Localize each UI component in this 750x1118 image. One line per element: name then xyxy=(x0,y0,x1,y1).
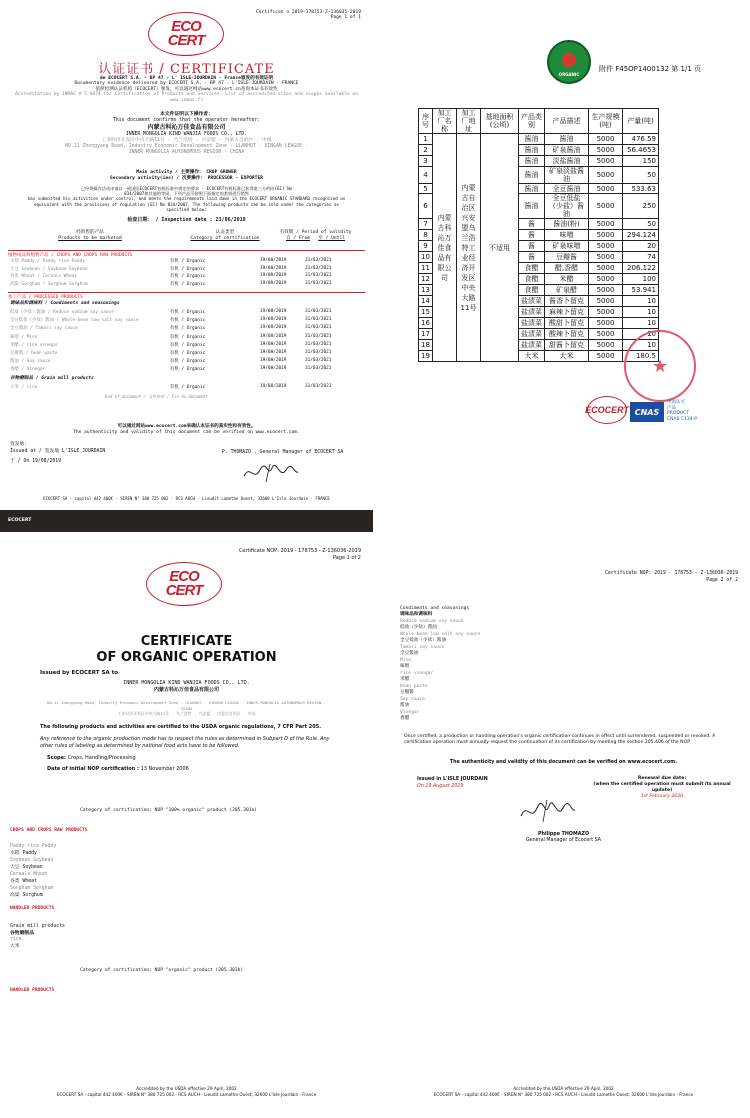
valid-until: 31/03/2021 xyxy=(305,384,332,389)
nop-reference: Certificate NOP: 2019 - 178753 - Z-136036-2019 Page 1 of 2 xyxy=(238,548,361,561)
category: 有机 / Organic xyxy=(170,359,206,365)
ecocert-logo: ECO CERT xyxy=(146,562,222,606)
product-name: 味噌 / Miso xyxy=(10,334,38,340)
table-row xyxy=(10,309,363,315)
row-number: 12 xyxy=(419,274,433,285)
item-name-cn: 香醋 xyxy=(400,716,410,721)
capacity: 5000 xyxy=(589,194,623,219)
condiment-item xyxy=(400,684,480,696)
description: 全豆酱油 xyxy=(545,184,589,194)
description: 矿泉淡盐酱油 xyxy=(545,167,589,184)
ecocert-small-logo: ECOCERT xyxy=(587,396,627,424)
row-number: 6 xyxy=(419,194,433,219)
output: 53.941 xyxy=(623,285,659,296)
crop-name-en: Sorghum Sorghum xyxy=(10,886,54,891)
output: 74 xyxy=(623,252,659,263)
item-name-en: bean paste xyxy=(400,684,428,689)
row-number: 13 xyxy=(419,285,433,296)
capacity: 5000 xyxy=(589,167,623,184)
valid-until: 31/03/2021 xyxy=(305,325,332,331)
category: 盐渍菜 xyxy=(519,329,545,340)
valid-until: 31/03/2021 xyxy=(305,366,332,372)
item-name-cn: 味噌 xyxy=(400,664,410,669)
condiments-heading: 调味品和调味料 / Condiments and seasonings xyxy=(10,301,120,306)
row-number: 1 xyxy=(419,134,433,145)
valid-from: 19/08/2019 xyxy=(260,384,287,389)
item-name-cn: 米醋 xyxy=(400,677,410,682)
category: 食醋 xyxy=(519,285,545,296)
category: 盐渍菜 xyxy=(519,340,545,351)
product-name: 低盐（少盐）酱油 / Reduce sodium soy sauce xyxy=(10,310,114,315)
valid-until: 31/03/2021 xyxy=(305,280,332,286)
product-name: 大米 / rice xyxy=(10,385,38,390)
category: 酱 xyxy=(519,252,545,263)
crop-item xyxy=(10,844,56,857)
factory-name: 内蒙古科沁万佳食品有限公司 xyxy=(433,134,457,362)
capacity: 5000 xyxy=(589,351,623,362)
capacity: 5000 xyxy=(589,145,623,156)
item-name-cn: 调味品和调味料 xyxy=(400,612,433,617)
description: 麻辣卜留克 xyxy=(545,307,589,318)
valid-until: 31/03/2021 xyxy=(305,265,332,271)
product-name: 米醋 / rice vinegar xyxy=(10,342,59,348)
column-header: 基地面积(公顷) xyxy=(481,109,519,134)
category: 有机 / Organic xyxy=(170,310,206,315)
category: 有机 / Organic xyxy=(170,342,206,348)
capacity: 5000 xyxy=(589,296,623,307)
operator-block: 本文件证明以下操作者： This document confirms that the operator hereafter: 内蒙古科沁万佳食品有限公司 INNER MONGOLIA KIND WANJIA FOODS CO., LTD. 工业经济开发区中央大路11号 - 乌兰浩特 - 兴安盟 - 内蒙古自治区 - 中国 NO.11 Zhongyang Road, Industry Economic Development Zone - ULANHOT - XINGAN LEAGUE - INNER MONGOLIA AUTONOMOUS REGION - CHINA xyxy=(65,112,308,155)
row-number: 19 xyxy=(419,351,433,362)
table-row xyxy=(10,384,363,390)
description: 米醋 xyxy=(545,274,589,285)
crop-name-cn: 高粱 Sorghum xyxy=(10,892,43,898)
output: 294.124 xyxy=(623,230,659,241)
condiments-list xyxy=(400,606,480,723)
capacity: 5000 xyxy=(589,329,623,340)
output: 50 xyxy=(623,219,659,230)
category: 有机 / Organic xyxy=(170,326,206,332)
item-name-en: Miso xyxy=(400,658,412,663)
initial-nop-date: Date of initial NOP certification : 13 November 2006 xyxy=(47,766,189,772)
condiment-item xyxy=(400,697,480,709)
row-number: 17 xyxy=(419,329,433,340)
capacity: 5000 xyxy=(589,340,623,351)
column-header: 序号 xyxy=(419,109,433,134)
item-name-en: rice vinegar xyxy=(400,671,434,676)
annex-page xyxy=(377,0,750,538)
nop-company: INNER MONGOLIA KIND WANJIA FOODS CO., LTD. 内蒙古科沁万佳食品有限公司 xyxy=(123,680,250,693)
product-name: 谷类 Wheat / Cereals Wheat xyxy=(10,274,77,279)
category: 酱油 xyxy=(519,194,545,219)
footer-band xyxy=(0,510,373,532)
section-processed: 加工产品 / PROCESSED PRODUCTS xyxy=(8,292,365,300)
table-row xyxy=(10,258,363,264)
continuation-notice: Once certified, a production or handling operation's organic certification continues in effect until surrendered, suspended or revoked. A certification operation must annually request the continuation of its certification by meeting the section 205.406 of the NOP. xyxy=(404,734,716,745)
signature-image xyxy=(517,796,577,826)
description: 全豆低盐（少盐）酱油 xyxy=(545,194,589,219)
row-number: 9 xyxy=(419,241,433,252)
grain-items: Grain mill products 谷物磨制品 rice 大米 xyxy=(10,924,65,949)
category: 酱 xyxy=(519,219,545,230)
issued-by: Issued by ECOCERT SA to xyxy=(40,670,118,676)
valid-from: 19/08/2019 xyxy=(260,341,287,347)
item-name-en: Soy sauce xyxy=(400,697,425,702)
category: 有机 / Organic xyxy=(170,385,206,390)
capacity: 5000 xyxy=(589,252,623,263)
description: 酱香卜留克 xyxy=(545,296,589,307)
row-number: 5 xyxy=(419,184,433,194)
condiment-item xyxy=(400,606,480,618)
crop-item xyxy=(10,872,48,885)
factory-address: 内蒙古自治区兴安盟乌兰浩特工业经济开发区中央大路11号 xyxy=(457,134,481,362)
product-name: 高粱 Sorghum / Sorghum Sorghum xyxy=(10,281,88,287)
crop-name-cn: 水稻 Paddy xyxy=(10,850,37,856)
valid-from: 19/08/2019 xyxy=(260,366,287,372)
category: 有机 / Organic xyxy=(170,367,206,373)
output: 56.4653 xyxy=(623,145,659,156)
table-row xyxy=(10,350,363,356)
valid-until: 31/03/2021 xyxy=(305,350,332,355)
nop-reference-2: Certificate NOP: 2019 - 178753 - Z-136036-2019 Page 2 of 2 xyxy=(605,571,738,583)
table-row xyxy=(10,317,363,323)
category: 酱 xyxy=(519,241,545,252)
table-row xyxy=(10,334,363,340)
description: 甜酱卜留克 xyxy=(545,340,589,351)
column-header: 产量(吨) xyxy=(623,109,659,134)
nop-title: CERTIFICATE OF ORGANIC OPERATION xyxy=(96,634,277,665)
activity-block: Main activity / 主要操作： CROP GROWER Secondary activity(ies) / 次要操作： PROCESSOR - EXPORTER xyxy=(110,170,263,181)
crop-name-en: Soybean Soybean xyxy=(10,858,54,863)
row-number: 4 xyxy=(419,167,433,184)
output: 50 xyxy=(623,167,659,184)
output: 180.5 xyxy=(623,351,659,362)
row-number: 8 xyxy=(419,230,433,241)
usda-statement: The following products and activities are certified to the USDA organic regulations, 7 CFR Part 205. xyxy=(40,724,322,730)
product-name: 全豆酱油 / Tamari soy sauce xyxy=(10,326,78,332)
output: 150 xyxy=(623,156,659,167)
condiment-item xyxy=(400,710,480,722)
item-name-cn: 酱油 xyxy=(400,703,410,708)
item-name-en: Reduce sodium soy sauce xyxy=(400,619,464,624)
item-name-cn: 全豆酱油 xyxy=(400,651,419,656)
valid-until: 31/03/2021 xyxy=(305,317,332,323)
category: 有机 / Organic xyxy=(170,334,206,340)
row-number: 3 xyxy=(419,156,433,167)
inspection-date: 检查日期： / Inspection date : 23/06/2019 xyxy=(127,217,246,223)
item-name-en: Tamari soy sauce xyxy=(400,645,445,650)
valid-until: 31/03/2021 xyxy=(305,309,332,314)
valid-from: 19/08/2019 xyxy=(260,333,287,339)
output: 10 xyxy=(623,307,659,318)
condiment-item xyxy=(400,658,480,670)
table-row xyxy=(10,281,363,287)
description: 醋,香醋 xyxy=(545,263,589,274)
signature-image xyxy=(240,460,300,484)
category: 有机 / Organic xyxy=(170,351,206,356)
valid-until: 31/03/2021 xyxy=(305,273,332,278)
issued-block-2: Issued in L'ISLE JOURDAIN On 19 August 2019 xyxy=(417,777,488,789)
nop-certificate-page-1 xyxy=(0,540,373,1118)
output: 10 xyxy=(623,340,659,351)
row-number: 15 xyxy=(419,307,433,318)
verify-statement: The authenticity and validity of this document can be verified on www.ecocert.com. xyxy=(449,760,678,765)
item-name-cn: 全豆低盐（少盐）酱油 xyxy=(400,638,446,643)
category: 酱油 xyxy=(519,167,545,184)
row-number: 16 xyxy=(419,318,433,329)
base-area: 不适用 xyxy=(481,134,519,362)
section-handled-1: HANDLED PRODUCTS xyxy=(10,906,55,911)
footer-brand: ECOCERT xyxy=(8,518,32,523)
description: 豆瓣酱 xyxy=(545,252,589,263)
valid-from: 19/08/2019 xyxy=(260,317,287,323)
issued-block: 签发地： Issued at / 签发地 L'ISLE JOURDAIN 于 / On 19/08/2019 xyxy=(10,442,106,464)
product-name: 大豆 Soybean / Soybean Soybean xyxy=(10,266,88,272)
category-1: Category of certification: NOP "100% organic" product (205.301a) xyxy=(80,808,258,813)
row-number: 18 xyxy=(419,340,433,351)
table-row xyxy=(10,358,363,364)
statement-block: 已经将操作活动申请以一致国际ECOCERT有机标准中规定的要求 - ECOCERT有机标准已获得第三方的同(EC) No 834/2007和其他的等同，下列产品可按照下面指定的类别进行销售 has submitted his activities under control, and meets the requirements laid down in the ECOCERT ORGANIC STANDARD recognized as equivalent with the provisions of regulation (EC) No 834/2007. The following products can be sold under the categories as specified below: xyxy=(27,186,346,212)
valid-from: 19/08/2019 xyxy=(260,258,287,263)
category: 有机 / Organic xyxy=(170,259,206,264)
product-name: 香醋 / Vinegar xyxy=(10,367,46,373)
table-row xyxy=(10,342,363,348)
item-name-cn: 豆瓣酱 xyxy=(400,690,414,695)
crop-name-en: Cereals Wheat xyxy=(10,872,48,877)
capacity: 5000 xyxy=(589,184,623,194)
category: 酱油 xyxy=(519,184,545,194)
capacity: 5000 xyxy=(589,156,623,167)
cert-reference: Certificat n 2019-178753-Z-136035-2019 Page 1 of 1 xyxy=(255,10,361,20)
description: 酸辣卜留克 xyxy=(545,329,589,340)
output: 533.63 xyxy=(623,184,659,194)
row-number: 14 xyxy=(419,296,433,307)
capacity: 5000 xyxy=(589,285,623,296)
table-row xyxy=(419,134,659,145)
crop-name-cn: 谷类 Wheat xyxy=(10,878,37,884)
verify-block: 可以通过网站www.ecocert.com来确认本证书的真实性和有效性。 The authenticity and validity of this document can be verified on www.ecocert.com. xyxy=(73,424,300,435)
item-name-cn: 低盐（少盐）酱油 xyxy=(400,625,437,630)
item-name-en: Condiments and seasonings xyxy=(400,606,470,611)
category: 大米 xyxy=(519,351,545,362)
category: 酱油 xyxy=(519,134,545,145)
description: 酸甜卜留克 xyxy=(545,318,589,329)
description: 酱油(粉) xyxy=(545,219,589,230)
row-number: 2 xyxy=(419,145,433,156)
column-header: 加工厂地址 xyxy=(457,109,481,134)
condiment-item xyxy=(400,671,480,683)
issuer-block: de ECOCERT S.A. - BP 47 - L' ISLE-JOURDAIN - France颁发的有效证明 Documentary evidence delivered by ECOCERT S.A. - BP 47 - L'ISLE-JOURDAIN - FRANCE 依照检测认证机构（ECOCERT）颁发，可以通过网站www.ecocert.cn查询本证书有效性 Accreditation by INMAC # 5-0074 for Certification of Products and Services. List of accredited sites and scopes available on www.inmac.fr xyxy=(15,76,358,103)
valid-from: 19/08/2019 xyxy=(260,325,287,331)
category: 有机 / Organic xyxy=(170,274,206,279)
renewal-block: Renewal due date: (when the certified operation must submit its annual update) 1st February 2020 xyxy=(593,776,731,799)
category: 有机 / Organic xyxy=(170,281,206,287)
output: 10 xyxy=(623,296,659,307)
nop-footer-1: Accredited by the USDA effective 29 April, 2002 ECOCERT SA - capital 442 400€ - SIREN N° 380 725 002 - RCS AUCH - Lieudit Lamothe Ouest, 32600 L'Isle Jourdain - France xyxy=(56,1086,317,1097)
labeling-note: Any reference to the organic production mode has to respect the rules as determined in Subpart D of the Rule. Any other rules of labeling as determined by national food acts have to be followed. xyxy=(40,736,330,749)
nop-address: NO.11 Zhongyang Road, Industry Economic Development Zone - ULANHOT - XINGAN LEAGUE - INNER MONGOLIA AUTONOMOUS REGION - CHINA 工业经济开发区中央大路11号 - 乌兰浩特 - 兴安盟 - 内蒙古自治区 - 中国 xyxy=(47,700,326,716)
signer-block: Philippe THOMAZO General Manager of Ecocert SA xyxy=(525,832,602,843)
capacity: 5000 xyxy=(589,134,623,145)
column-header: 加工厂名称 xyxy=(433,109,457,134)
signer-name: P. THOMAZO , General Manager of ECOCERT SA xyxy=(222,450,344,455)
valid-from: 19/08/2019 xyxy=(260,350,287,355)
valid-until: 31/03/2021 xyxy=(305,258,332,263)
section-crops: 植物成品和植物产品 / CROPS AND CROPS RAW PRODUCTS xyxy=(8,250,365,258)
category: 盐渍菜 xyxy=(519,296,545,307)
category-2: Category of certification: NOP "organic" product (205.301b) xyxy=(80,968,244,973)
scope: Scope: Crops, Handling/Processing xyxy=(47,755,136,761)
valid-from: 19/08/2019 xyxy=(260,309,287,314)
p1-footer: ECOCERT SA - capital 442 400€ - SIREN N° 380 725 002 - RCS AUCH - Lieudit Lamothe Ouest, 32600 L'Isle Jourdain - FRANCE xyxy=(43,496,330,501)
ecocert-logo: ECO CERT xyxy=(148,12,224,56)
nop-footer-2: Accredited by the USDA effective 29 April, 2002 ECOCERT SA - capital 442 400€ - SIREN N° 380 725 002 - RCS AUCH - Lieudit Lamothe Ouest, 32600 L'Isle Jourdain - France xyxy=(433,1086,694,1097)
product-name: 水稻 Paddy / Paddy rice Paddy xyxy=(10,259,85,264)
cnas-text: 中国认可 产品 PRODUCT CNAS C134-P xyxy=(667,400,697,422)
section-crops: CROPS AND CROPS RAW PRODUCTS xyxy=(10,828,88,833)
category: 盐渍菜 xyxy=(519,307,545,318)
capacity: 5000 xyxy=(589,263,623,274)
category: 酱油 xyxy=(519,156,545,167)
category: 盐渍菜 xyxy=(519,318,545,329)
output: 20 xyxy=(623,241,659,252)
output: 476.59 xyxy=(623,134,659,145)
valid-from: 19/08/2019 xyxy=(260,265,287,271)
crop-item xyxy=(10,886,53,899)
output: 10 xyxy=(623,329,659,340)
valid-from: 19/08/2019 xyxy=(260,273,287,278)
valid-from: 19/08/2019 xyxy=(260,280,287,286)
item-name-en: Whole-bean low salt soy sauce xyxy=(400,632,481,637)
column-header: 产品描述 xyxy=(545,109,589,134)
capacity: 5000 xyxy=(589,241,623,252)
valid-until: 31/03/2021 xyxy=(305,358,332,364)
valid-from: 19/08/2019 xyxy=(260,358,287,364)
condiment-item xyxy=(400,632,480,644)
description: 味噌 xyxy=(545,230,589,241)
description: 矿泉味噌 xyxy=(545,241,589,252)
condiment-item xyxy=(400,645,480,657)
product-name: 豆瓣酱 / bean paste xyxy=(10,351,58,356)
table-row xyxy=(10,266,363,272)
category: 酱 xyxy=(519,230,545,241)
grain-heading: 谷物磨制品 / Grain mill products xyxy=(10,376,94,381)
column-header: 生产规模(吨) xyxy=(589,109,623,134)
crop-name-cn: 大豆 Soybean xyxy=(10,864,43,870)
table-row xyxy=(10,366,363,372)
certificate-page-1: Certificat n 2019-178753-Z-136035-2019 Page 1 of 1 ECO CERT 认证证书 / CERTIFICATE de ECOCERT S.A. - BP 47 - L' ISLE-JOURDAIN - France颁发的有效证明 Documentary evidence delivered by ECOCERT S.A. - BP 47 - L'ISLE-JOURDAIN - FRANCE 依照检测认证机构（ECOCERT）颁发，可以通过网站www.ecocert.cn查询本证书有效性 Accreditation by INMAC # 5-0074 for Certification of Products and Services. List of accredited sites and scopes available on www.inmac.fr 本文件证明以下操作者： This document confirms that the operator hereafter: 内蒙古科沁万佳食品有限公司 INNER MONGOLIA KIND WANJIA FOODS CO., LTD. 工业经济开发区中央大路11号 - 乌兰浩特 - 兴安盟 - 内蒙古自治区 - 中国 NO.11 Zhongyang Road, Industry Economic Development Zone - ULANHOT - XINGAN LEAGUE - INNER MONGOLIA AUTONOMOUS REGION - CHINA Main activity / 主要操作： CROP GROWER Secondary activity(ies) / 次要操作： PROCESSOR - EXPORTER 已经将操作活动申请以一致国际ECOCERT有机标准中规定的要求 - ECOCERT有机标准已获得第三方的同(EC) No 834/2007和其他的等同，下列产品可按照下面指定的类别进行销售 has submitted his activities under control, and meets the requirements laid down in the ECOCERT ORGANIC STANDARD recognized as equivalent with the provisions of regulation (EC) No 834/2007. The following products can be sold under the categories as specified below: 检查日期： / Inspection date : 23/06/2019 经销售的产品 Products to be marketed 认证类型 Category of certification 有效期 / Period of validity 自 / From 至 / Until 植物成品和植物产品 / CROPS AND CROPS RAW PRODUCTS 水稻 Paddy / Paddy rice Paddy 有机 / Organic 19/08/2019 31/03/2021 大豆 Soybean / Soybean Soybean 有机 / Organic 19/08/2019 31/03/2021 谷类 Wheat / Cereals Wheat 有机 / Organic 19/08/2019 31/03/2021 高粱 Sorghum / Sorghum Sorghum 有机 / Organic 19/08/2019 31/03/2021 加工产品 / PROCESSED PRODUCTS 调味品和调味料 / Condiments and seasonings 低盐（少盐）酱油 / Reduce sodium soy sauce 有机 / Organic 19/08/2019 31/03/2021 全豆低盐（少盐）酱油 / Whole-bean low salt soy sauce 有机 / Organic 19/08/2019 31/03/2021 全豆酱油 / Tamari soy sauce 有机 / Organic 19/08/2019 31/03/2021 味噌 / Miso 有机 / Organic 19/08/2019 31/03/2021 米醋 / rice vinegar 有机 / Organic 19/08/2019 31/03/2021 豆瓣酱 / bean paste 有机 / Organic 19/08/2019 31/03/2021 酱油 / Soy sauce 有机 / Organic 19/08/2019 31/03/2021 香醋 / Vinegar 有机 / Organic 19/08/2019 31/03/2021 谷物磨制品 / Grain mill products 大米 / rice 有机 / Organic 19/08/2019 31/03/2021 End of document / 文件结束 / Fin du document 可以通过网站www.ecocert.com来确认本证书的真实性和有效性。 The authenticity and validity of this document can be verified on www.ecocert.com. 签发地： Issued at / 签发地 L'ISLE JOURDAIN 于 / On 19/08/2019 P. THOMAZO , General Manager of ECOCERT SA ECOCERT SA - capital 442 400€ - SIREN N° 380 725 002 - RCS AUCH - Lieudit Lamothe Ouest, 32600 L'Isle Jourdain - FRANCE ECOCERT xyxy=(0,0,373,538)
row-number: 10 xyxy=(419,252,433,263)
nop-certificate-page-2 xyxy=(377,540,750,1118)
table-header-row xyxy=(419,109,659,134)
table-row xyxy=(10,273,363,279)
capacity: 5000 xyxy=(589,219,623,230)
item-name-en: Vinegar xyxy=(400,710,420,715)
description: 淡盐酱油 xyxy=(545,156,589,167)
certificate-title: 认证证书 / CERTIFICATE xyxy=(98,62,275,77)
section-handled-2: HANDLED PRODUCTS xyxy=(10,988,55,993)
output: 250 xyxy=(623,194,659,219)
output: 100 xyxy=(623,274,659,285)
output: 10 xyxy=(623,318,659,329)
column-header: 产品类别 xyxy=(519,109,545,134)
product-table xyxy=(418,108,659,362)
crop-item xyxy=(10,858,53,871)
capacity: 5000 xyxy=(589,230,623,241)
description: 大米 xyxy=(545,351,589,362)
table-row xyxy=(10,325,363,331)
valid-until: 31/03/2021 xyxy=(305,341,332,347)
category: 有机 / Organic xyxy=(170,266,206,272)
category: 食醋 xyxy=(519,263,545,274)
output: 206.122 xyxy=(623,263,659,274)
capacity: 5000 xyxy=(589,274,623,285)
capacity: 5000 xyxy=(589,318,623,329)
capacity: 5000 xyxy=(589,307,623,318)
category: 酱油 xyxy=(519,145,545,156)
description: 矿泉醋 xyxy=(545,285,589,296)
category: 有机 / Organic xyxy=(170,318,206,324)
product-name: 全豆低盐（少盐）酱油 / Whole-bean low salt soy sauce xyxy=(10,318,139,324)
cnas-logo: CNAS xyxy=(630,402,664,422)
official-stamp: ★ xyxy=(624,330,696,402)
crop-name-en: Paddy rice Paddy xyxy=(10,844,57,849)
row-number: 7 xyxy=(419,219,433,230)
description: 酱油 xyxy=(545,134,589,145)
description: 矿泉酱油 xyxy=(545,145,589,156)
organic-seal-icon: ORGANIC xyxy=(547,40,591,84)
end-of-document: End of document / 文件结束 / Fin du document xyxy=(105,394,208,399)
annex-ref: 附件 F45OP1400132 第 1/1 页 xyxy=(599,65,702,73)
category: 食醋 xyxy=(519,274,545,285)
row-number: 11 xyxy=(419,263,433,274)
product-name: 酱油 / Soy sauce xyxy=(10,359,51,365)
condiment-item xyxy=(400,619,480,631)
valid-until: 31/03/2021 xyxy=(305,333,332,339)
